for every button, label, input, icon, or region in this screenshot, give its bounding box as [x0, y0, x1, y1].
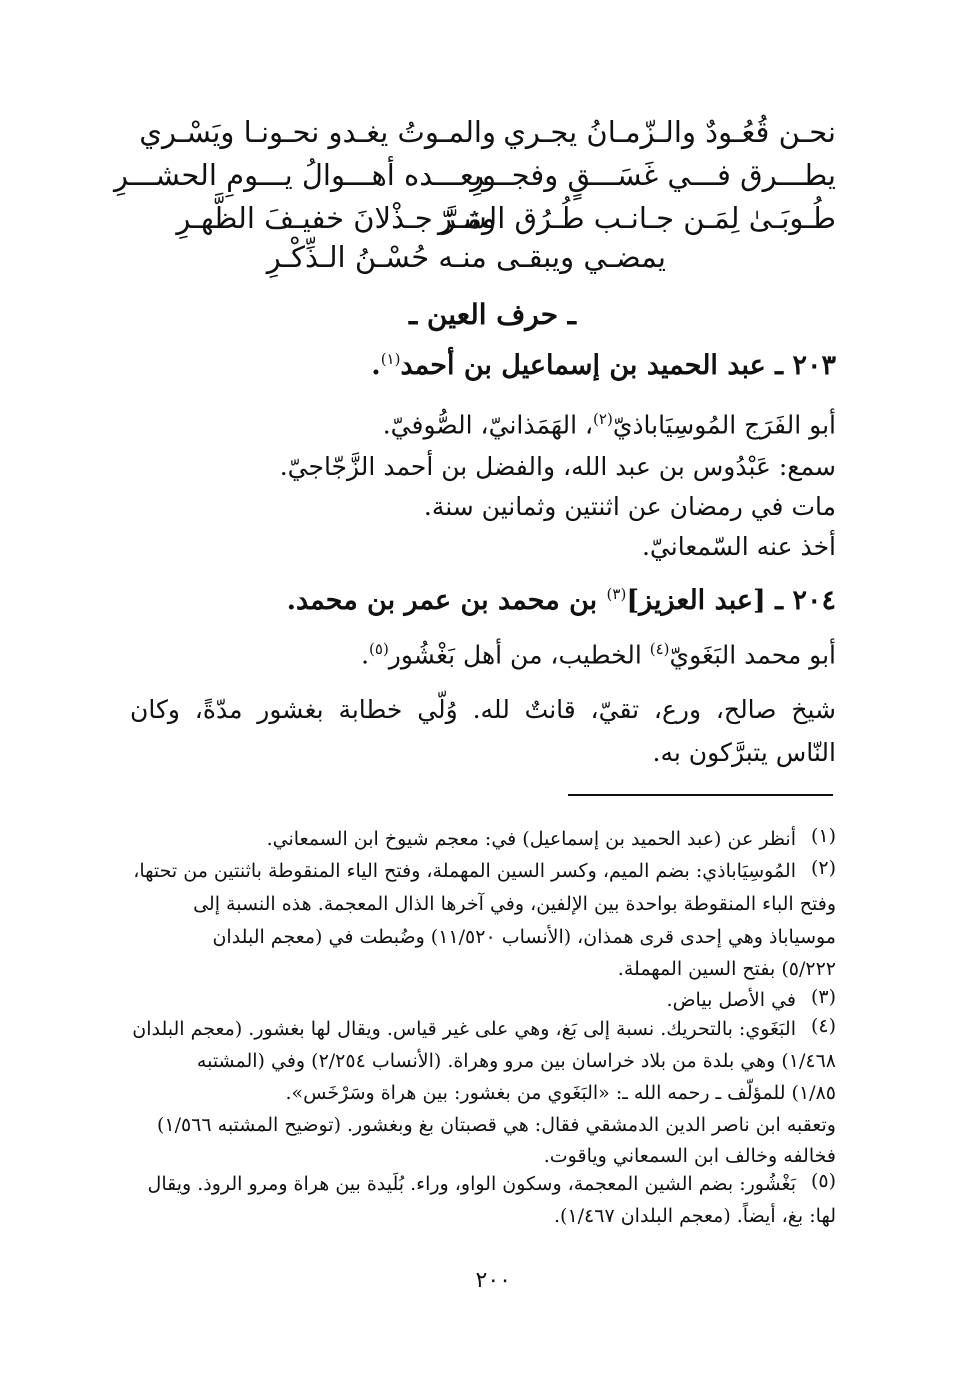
entry-204-nisba-a: أبو محمد البَغَويّ — [669, 640, 836, 670]
entry-203-took-line: أخذ عنه السّمعانيّ. — [641, 532, 836, 561]
footnote-3-number: (٣) — [810, 986, 836, 1008]
entry-203-death-line: مات في رمضان عن اثنتين وثمانين سنة. — [423, 492, 836, 521]
footnote-4-line-3: ١/٨٥) للمؤلّف ـ رحمه الله ـ: «البَغَوي من بغشور: بين هراة وسَرْخَس». — [285, 1082, 836, 1104]
footnote-2-line-2: وفتح الباء المنقوطة بواحدة بين الإلفين، وفي آخرها الذال المعجمة. هذه النسبة إلى — [193, 893, 836, 915]
entry-204-nisba-b: الخطيب، من أهل بَغْشُور — [388, 640, 650, 670]
entry-203-heard-line: سمع: عَبْدُوس بن عبد الله، والفضل بن أحمد الزَّجّاجيّ. — [279, 452, 836, 481]
poem-line-2-right: يطـــرق فـــي غَسَـــقٍ وفجـــرِ — [470, 158, 836, 192]
entry-203-nisba-a: أبو الفَرَج المُوسِيَاباذيّ — [612, 410, 836, 440]
footnote-separator — [568, 794, 833, 796]
entry-204-nisba-line — [361, 640, 836, 669]
footnote-5-line-2: لها: بغ، أيضاً. (معجم البلدان ١/٤٦٧). — [554, 1205, 836, 1227]
footnote-4-line-5: فخالفه وخالف ابن السمعاني وياقوت. — [543, 1145, 836, 1167]
entry-204-paragraph-line-2: النّاس يتبرَّكون به. — [652, 738, 836, 767]
footnote-ref-4: (٤) — [649, 640, 670, 658]
footnote-4-line-4: وتعقبه ابن ناصر الدين الدمشقي فقال: هي قصبتان بغ وبغشور. (توضيح المشتبه ١/٥٦٦) — [156, 1114, 836, 1136]
footnote-5-number: (٥) — [810, 1170, 836, 1192]
footnote-5-line-1: بَغْشُور: بضم الشين المعجمة، وسكون الواو، وراء. بُلَيدة بين هراة ومرو الروذ. ويقال — [147, 1173, 796, 1195]
page-number: ٢٠٠ — [475, 1268, 511, 1293]
entry-203-nisba-line — [383, 410, 836, 439]
footnote-3-line-1: في الأصل بياض. — [666, 989, 796, 1011]
poem-line-1-left: والمـوتُ يغـدو نحـونـا ويَسْـري — [139, 115, 496, 149]
footnote-1-number: (١) — [810, 825, 836, 847]
entry-204-title — [287, 585, 836, 616]
footnote-ref-5: (٥) — [369, 640, 389, 658]
footnote-ref-3: (٣) — [606, 585, 627, 603]
footnote-4-line-2: ١/٤٦٨) وهي بلدة من بلاد خراسان بين مرو وهراة. (الأنساب ٢/٢٥٤) وفي (المشتبه — [196, 1050, 836, 1072]
footnote-ref-2: (٢) — [593, 410, 613, 428]
entry-204-nisba-c: . — [361, 640, 370, 670]
poem-line-2-left: وبعـــده أهـــوالُ يـــومِ الحشـــرِ — [113, 158, 496, 192]
entry-203-title-end: . — [371, 350, 381, 381]
poem-line-3-right: طُـوبَـىٰ لِمَـن جـانـب طُـرُق الشـرّ — [438, 201, 836, 235]
entry-203-nisba-b: ، الهَمَذانيّ، الصُّوفيّ. — [382, 410, 594, 440]
footnote-2-line-1: المُوسِيَاباذي: بضم الميم، وكسر السين المهملة، وفتح الياء المنقوطة باثنتين من تحتها، — [133, 860, 796, 882]
poem-line-3-left: ومَـرَّ جـذْلانَ خفيـفَ الظَّهـرِ — [176, 201, 496, 235]
entry-204-title-b: بن محمد بن عمر بن محمد. — [286, 585, 607, 616]
section-heading: ـ حرف العين ـ — [408, 298, 576, 331]
footnote-1-line-1: أنظر عن (عبد الحميد بن إسماعيل) في: معجم شيوخ ابن السمعاني. — [266, 828, 796, 850]
footnote-2-line-3: موسياباذ وهي إحدى قرى همذان، (الأنساب ١١/٥٢٠) وضُبطت في (معجم البلدان — [212, 926, 836, 948]
footnote-4-number: (٤) — [810, 1015, 836, 1037]
entry-204-title-a: ٢٠٤ ـ [عبد العزيز] — [626, 585, 836, 616]
entry-203-title — [371, 350, 836, 381]
footnote-4-line-1: البَغَوي: بالتحريك. نسبة إلى بَغ، وهي على غير قياس. ويقال لها بغشور. (معجم البلدان — [132, 1018, 796, 1040]
entry-204-paragraph-line-1: شيخ صالح، ورع، تقيّ، قانتٌ لله. وُلّي خطابة بغشور مدّةً، وكان — [130, 695, 836, 724]
footnote-2-line-4: ٥/٢٢٢) بفتح السين المهملة. — [617, 958, 836, 980]
poem-line-1-right: نحـن قُعُـودٌ والـزّمـانُ يجـري — [503, 115, 836, 149]
footnote-ref-1: (١) — [380, 350, 401, 368]
footnote-2-number: (٢) — [810, 857, 836, 879]
poem-closing-line: يمضـي ويبقـى منـه حُسْـنُ الـذِّكْـرِ — [266, 240, 666, 274]
entry-203-title-text: ٢٠٣ ـ عبد الحميد بن إسماعيل بن أحمد — [400, 350, 836, 381]
